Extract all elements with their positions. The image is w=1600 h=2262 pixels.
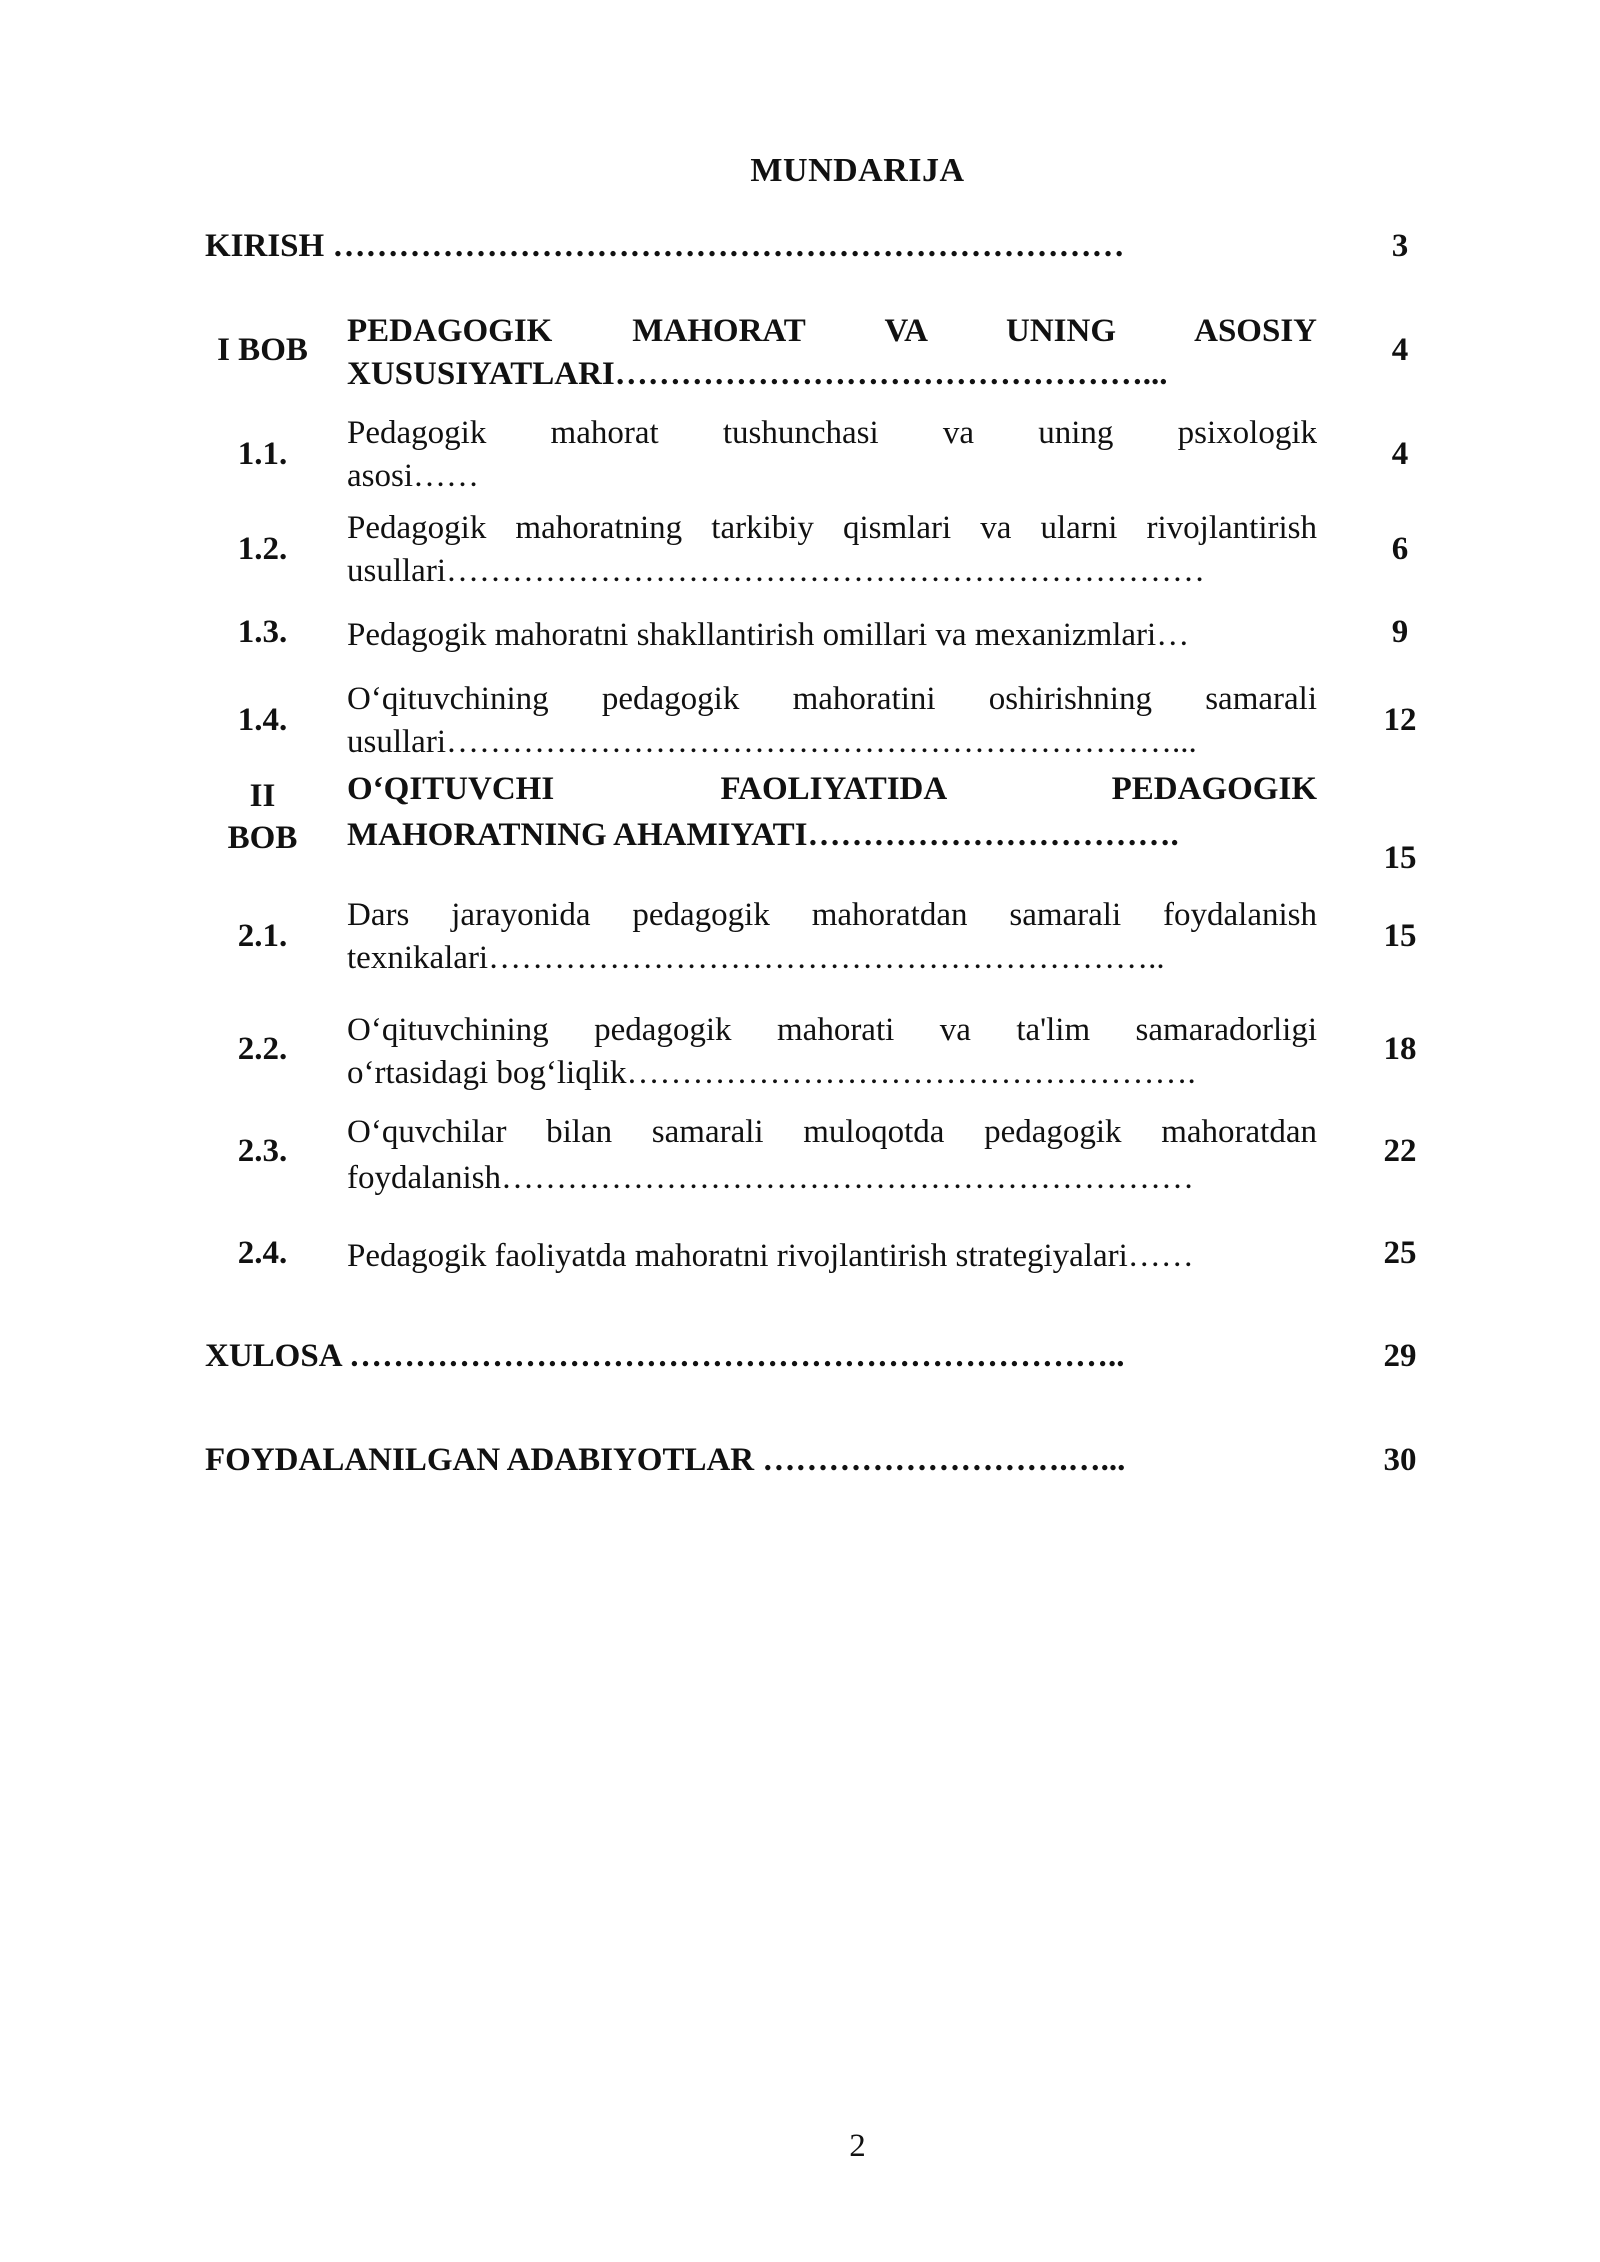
- toc-page-number: 22: [1383, 1133, 1417, 1169]
- toc-page-number: 30: [1383, 1442, 1417, 1478]
- chapter-number-line: II: [249, 778, 276, 814]
- toc-entry-section-2-3: [205, 1109, 1417, 1199]
- section-title-line: usullari……………………………………………………………: [347, 553, 1205, 589]
- section-number: 1.3.: [237, 614, 288, 650]
- toc-entry-references: [205, 1442, 1417, 1486]
- section-title: [347, 1109, 1317, 1201]
- section-number: 1.2.: [237, 531, 288, 567]
- toc-page-number: 18: [1383, 1031, 1417, 1067]
- section-number: 2.3.: [237, 1133, 288, 1169]
- chapter-title-line: O‘QITUVCHI FAOLIYATIDA PEDAGOGIK: [347, 771, 1317, 807]
- section-title-line: O‘qituvchining pedagogik mahoratini oshirishning samarali: [347, 681, 1317, 717]
- toc-entry-section-1-2: [205, 507, 1410, 597]
- section-title: [347, 507, 1317, 593]
- toc-entry-chapter-1: [205, 310, 1410, 400]
- section-title-line: foydalanish………………………………………………………: [347, 1160, 1194, 1196]
- toc-page-number: 6: [1391, 531, 1409, 567]
- section-title-line: Dars jarayonida pedagogik mahoratdan samarali foydalanish: [347, 897, 1317, 933]
- section-title-line: O‘quvchilar bilan samarali muloqotda pedagogik mahoratdan: [347, 1114, 1317, 1150]
- section-title: [347, 1009, 1317, 1095]
- toc-page-number: 29: [1383, 1338, 1417, 1374]
- section-title: [347, 412, 1317, 498]
- section-title-line: O‘qituvchining pedagogik mahorati va ta'lim samaradorligi: [347, 1012, 1317, 1048]
- toc-page-number: 15: [1383, 918, 1417, 954]
- chapter-number: I BOB: [217, 332, 308, 368]
- toc-page-number: 4: [1391, 436, 1409, 472]
- section-title: [347, 1235, 1317, 1278]
- toc-page-number: 9: [1391, 614, 1409, 650]
- section-title-line: Pedagogik mahorat tushunchasi va uning psixologik: [347, 415, 1317, 451]
- chapter-title: [347, 766, 1317, 858]
- chapter-title-line: XUSUSIYATLARI…………………………………………...: [347, 356, 1168, 392]
- section-number: 2.4.: [237, 1235, 288, 1271]
- chapter-title: [347, 310, 1317, 396]
- section-title-line: usullari…………………………………………………………...: [347, 724, 1197, 760]
- toc-entry-section-2-2: [205, 1009, 1417, 1099]
- chapter-number-line: BOB: [227, 820, 298, 856]
- toc-page-number: 15: [1383, 840, 1417, 876]
- page-title: MUNDARIJA: [750, 152, 965, 189]
- toc-entry-conclusion: [205, 1338, 1417, 1382]
- chapter-title-line: PEDAGOGIK MAHORAT VA UNING ASOSIY: [347, 313, 1317, 349]
- section-title-line: Pedagogik faoliyatda mahoratni rivojlantirish strategiyalari……: [347, 1238, 1194, 1274]
- section-title: [347, 678, 1317, 764]
- toc-entry-section-2-4: [205, 1235, 1417, 1279]
- section-title-line: Pedagogik mahoratning tarkibiy qismlari va ularni rivojlantirish: [347, 510, 1317, 546]
- toc-page-number: 25: [1383, 1235, 1417, 1271]
- toc-label: FOYDALANILGAN ADABIYOTLAR ……………………….…...: [205, 1442, 1126, 1478]
- toc-label: XULOSA ……………………………………………………………..: [205, 1338, 1125, 1374]
- toc-page-number: 4: [1391, 332, 1409, 368]
- toc-label: KIRISH ………………………………………………………………: [205, 228, 1125, 264]
- toc-entry-intro: [205, 228, 1410, 272]
- toc-entry-chapter-2: [205, 766, 1417, 896]
- section-title-line: asosi……: [347, 458, 479, 494]
- section-title-line: o‘rtasidagi bog‘liqlik…………………………………………….: [347, 1055, 1196, 1091]
- toc-page-number: 3: [1391, 228, 1409, 264]
- toc-entry-section-1-1: [205, 412, 1410, 502]
- toc-entry-section-1-3: [205, 614, 1410, 658]
- toc-entry-section-2-1: [205, 894, 1417, 984]
- section-number: 1.1.: [237, 436, 288, 472]
- section-number: 1.4.: [237, 702, 288, 738]
- section-title-line: texnikalari……………………………………………………..: [347, 940, 1165, 976]
- page-number: 2: [849, 2128, 866, 2164]
- section-title-line: Pedagogik mahoratni shakllantirish omillari va mexanizmlari…: [347, 617, 1190, 653]
- section-title: [347, 894, 1317, 980]
- chapter-title-line: MAHORATNING AHAMIYATI…………………………….: [347, 817, 1179, 853]
- section-title: [347, 614, 1317, 657]
- toc-entry-section-1-4: [205, 678, 1417, 768]
- section-number: 2.1.: [237, 918, 288, 954]
- toc-page-number: 12: [1383, 702, 1417, 738]
- section-number: 2.2.: [237, 1031, 288, 1067]
